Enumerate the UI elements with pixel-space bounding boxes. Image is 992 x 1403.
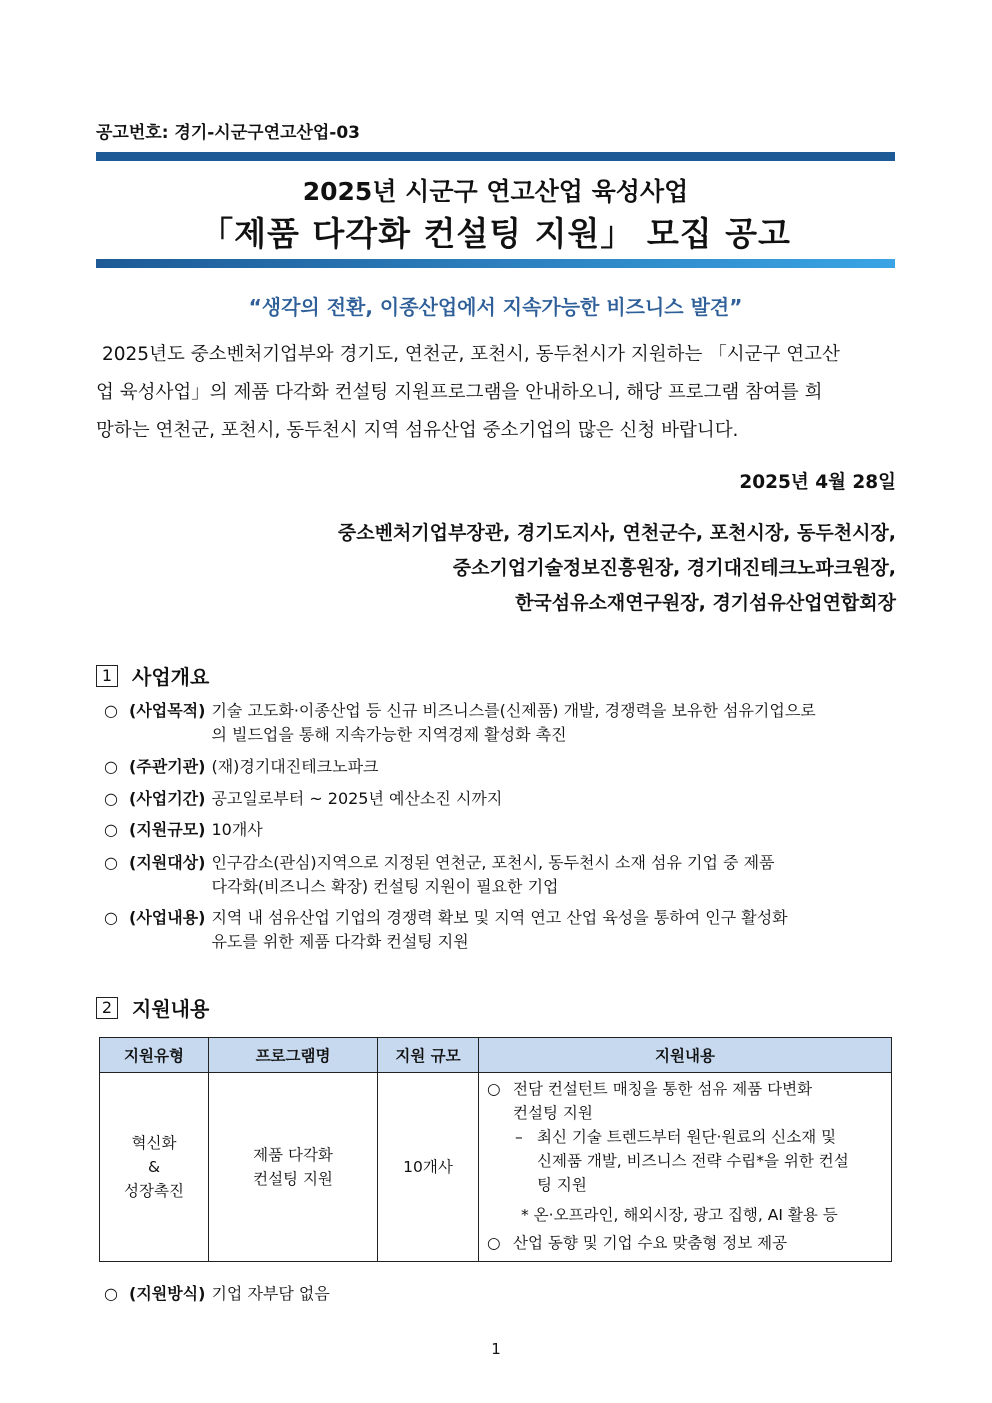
signatory-line: 중소기업기술정보진흥원장, 경기대진테크노파크원장,: [452, 557, 896, 579]
circle-bullet-icon: ○: [104, 1284, 118, 1303]
cell-line: 제품 다각화: [253, 1146, 333, 1164]
item-text: 기술 고도화·이종산업 등 신규 비즈니스를(신제품) 개발, 경쟁력을 보유한 섬유기업으로: [211, 701, 816, 720]
circle-bullet-icon: ○: [104, 789, 118, 808]
cell-content: [479, 1073, 892, 1262]
overview-item-target: [104, 851, 899, 899]
circle-bullet-icon: ○: [104, 908, 118, 927]
intro-line: 업 육성사업」의 제품 다각화 컨설팅 지원프로그램을 안내하오니, 해당 프로그램 참여를 희: [96, 382, 823, 403]
cell-line: &: [147, 1158, 161, 1176]
cell-line: 성장촉진: [124, 1182, 184, 1200]
item-label: (사업기간): [129, 789, 206, 808]
item-text: 10개사: [211, 820, 263, 839]
cell-type: [100, 1073, 209, 1262]
table-header-row: [100, 1038, 892, 1073]
slogan: “생각의 전환, 이종산업에서 지속가능한 비즈니스 발견”: [248, 295, 743, 319]
dash-bullet-icon: –: [515, 1128, 523, 1146]
item-text: 지역 내 섬유산업 기업의 경쟁력 확보 및 지역 연고 산업 육성을 통하여 인구 활성화: [211, 908, 788, 927]
intro-line: 2025년도 중소벤처기업부와 경기도, 연천군, 포천시, 동두천시가 지원하는 「시군구 연고산: [102, 344, 840, 365]
overview-item-purpose: [104, 699, 899, 747]
item-label: (지원규모): [129, 820, 206, 839]
content-note: * 온·오프라인, 해외시장, 광고 집행, AI 활용 등: [521, 1206, 838, 1224]
table-header: 지원유형: [100, 1038, 209, 1073]
table-header: 프로그램명: [209, 1038, 378, 1073]
cell-line: 혁신화: [131, 1134, 177, 1152]
item-text: 다각화(비즈니스 확장) 컨설팅 지원이 필요한 기업: [211, 877, 559, 896]
intro-paragraph: [96, 336, 895, 450]
support-method: [104, 1282, 899, 1306]
section-heading-overview: [96, 661, 209, 690]
item-label: (지원대상): [129, 853, 206, 872]
item-label: (사업내용): [129, 908, 206, 927]
item-text: 인구감소(관심)지역으로 지정된 연천군, 포천시, 동두천시 소재 섬유 기업 중 제품: [211, 853, 775, 872]
signatory-line: 중소벤처기업부장관, 경기도지사, 연천군수, 포천시장, 동두천시장,: [337, 522, 896, 544]
title-line1: 2025년 시군구 연고산업 육성사업: [302, 177, 689, 206]
table-header: 지원내용: [479, 1038, 892, 1073]
section-title: 지원내용: [132, 997, 210, 1021]
signatory-line: 한국섬유소재연구원장, 경기섬유산업연합회장: [515, 592, 896, 614]
intro-line: 망하는 연천군, 포천시, 동두천시 지역 섬유산업 중소기업의 많은 신청 바랍니다.: [96, 420, 739, 441]
notice-date: 2025년 4월 28일: [739, 472, 896, 493]
page-number: 1: [491, 1340, 501, 1358]
content-text: 컨설팅 지원: [513, 1104, 593, 1122]
overview-item-organizer: [104, 755, 899, 779]
table-row: [100, 1073, 892, 1262]
section-title: 사업개요: [132, 665, 210, 689]
circle-bullet-icon: ○: [487, 1080, 501, 1098]
item-label: (주관기관): [129, 757, 206, 776]
content-text: 팅 지원: [537, 1176, 587, 1194]
overview-item-content: [104, 906, 899, 954]
title-line2: 「제품 다각화 컨설팅 지원」 모집 공고: [200, 214, 791, 253]
cell-program: [209, 1073, 378, 1262]
overview-item-period: [104, 787, 899, 811]
overview-item-scale: [104, 818, 899, 842]
circle-bullet-icon: ○: [104, 820, 118, 839]
cell-scale: 10개사: [378, 1073, 479, 1262]
item-text: 기업 자부담 없음: [211, 1284, 330, 1303]
notice-number: 공고번호: 경기-시군구연고산업-03: [96, 123, 360, 143]
support-table: [99, 1037, 892, 1262]
section-heading-support: [96, 993, 209, 1022]
section-number: 2: [96, 997, 118, 1019]
circle-bullet-icon: ○: [487, 1234, 501, 1252]
circle-bullet-icon: ○: [104, 853, 118, 872]
item-label: (사업목적): [129, 701, 206, 720]
title-rule-top: [96, 152, 895, 161]
item-text: 의 빌드업을 통해 지속가능한 지역경제 활성화 촉진: [211, 725, 567, 744]
title-rule-bottom: [96, 259, 895, 268]
content-text: 최신 기술 트렌드부터 원단·원료의 신소재 및: [537, 1128, 837, 1146]
item-text: 공고일로부터 ~ 2025년 예산소진 시까지: [211, 789, 503, 808]
cell-line: 컨설팅 지원: [253, 1170, 333, 1188]
section-number: 1: [96, 665, 118, 687]
content-text: 산업 동향 및 기업 수요 맞춤형 정보 제공: [513, 1234, 788, 1252]
item-label: (지원방식): [129, 1284, 206, 1303]
circle-bullet-icon: ○: [104, 757, 118, 776]
item-text: 유도를 위한 제품 다각화 컨설팅 지원: [211, 932, 469, 951]
item-text: (재)경기대진테크노파크: [211, 757, 379, 776]
content-text: 전담 컨설턴트 매칭을 통한 섬유 제품 다변화: [513, 1080, 813, 1098]
content-text: 신제품 개발, 비즈니스 전략 수립*을 위한 컨설: [537, 1152, 849, 1170]
table-header: 지원 규모: [378, 1038, 479, 1073]
circle-bullet-icon: ○: [104, 701, 118, 720]
